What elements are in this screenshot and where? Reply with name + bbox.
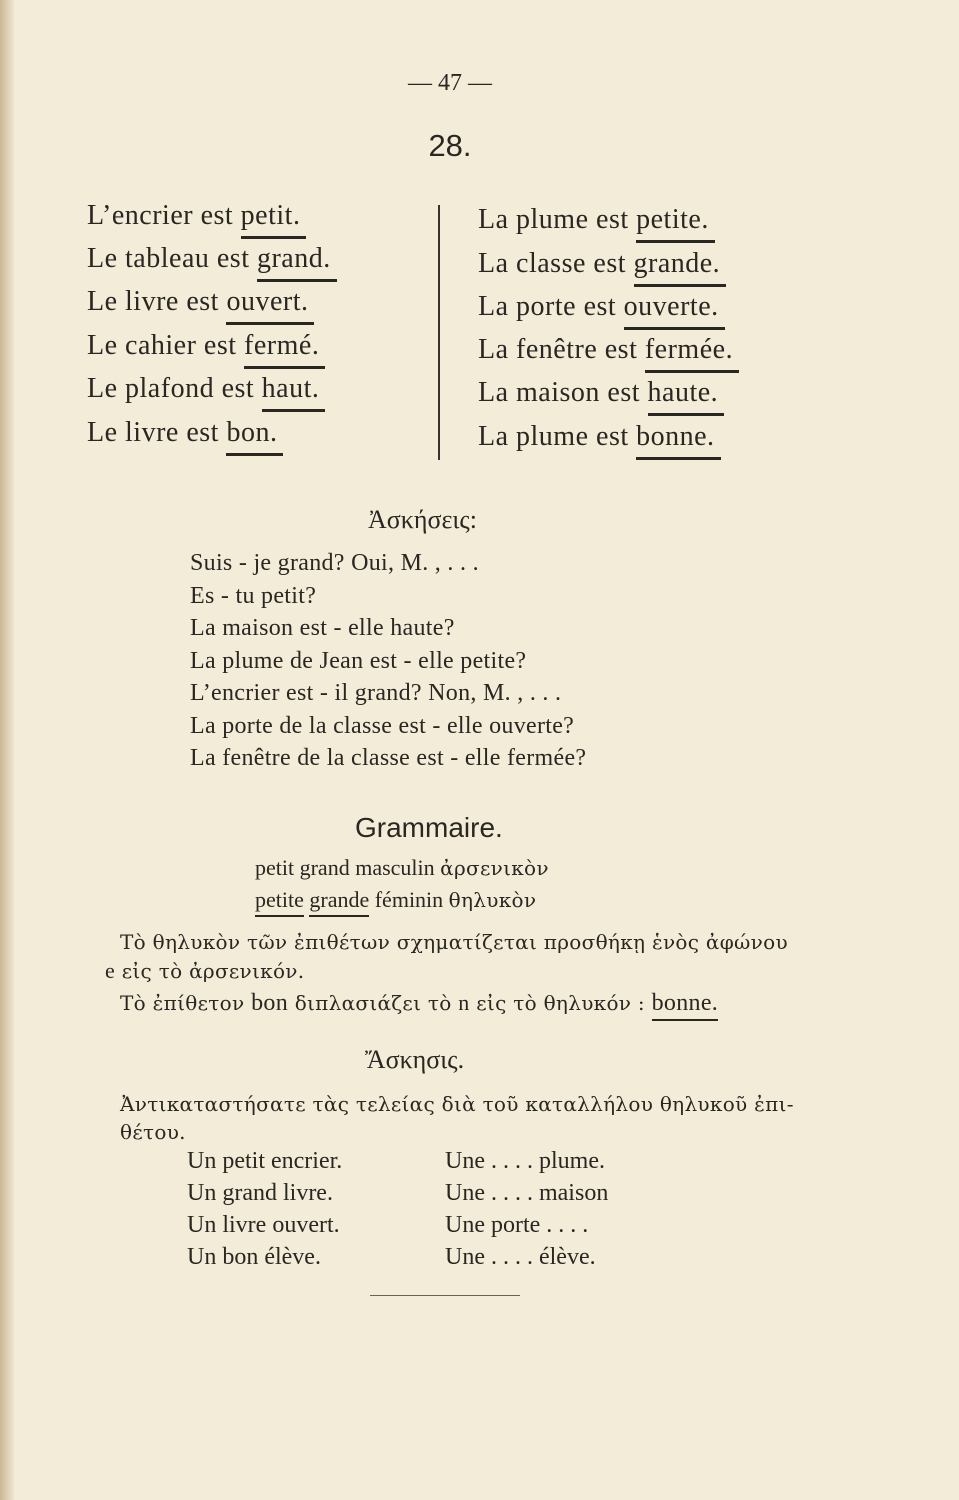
exercise2-left-item: Un bon élève. (187, 1244, 321, 1270)
adjective: fermé. (244, 330, 320, 361)
masc-line-3: Le livre est ouvert. (87, 286, 309, 317)
exercise-line: La porte de la classe est - elle ouverte? (190, 713, 575, 739)
fem-line-1: La plume est petite. (478, 204, 709, 235)
fem-line-2: La classe est grande. (478, 248, 721, 279)
adjective: ouverte. (623, 291, 719, 322)
adjective: bonne. (636, 421, 715, 452)
exercise-line: La fenêtre de la classe est - elle fermée? (190, 745, 587, 771)
lesson-number: 28. (428, 128, 472, 163)
fem-line-5: La maison est haute. (478, 377, 719, 408)
adjective: grand. (256, 243, 331, 274)
exercise-line: L’encrier est - il grand? Non, M. , . . . (190, 680, 562, 706)
exercise2-left-item: Un grand livre. (187, 1180, 333, 1206)
masc-line-6: Le livre est bon. (87, 417, 278, 448)
masc-line-4: Le cahier est fermé. (87, 330, 320, 361)
exercise-line: Es - tu petit? (190, 583, 317, 609)
adjective: petit. (240, 200, 301, 231)
adjective: fermée. (644, 334, 734, 365)
adjective: ouvert. (226, 286, 309, 317)
adjective: grande. (633, 248, 721, 279)
exercise-line: La maison est - elle haute? (190, 615, 455, 641)
exercises-heading: Ἀσκήσεις: (368, 505, 477, 534)
exercise2-instruction: Ἀντικαταστήσατε τὰς τελείας διὰ τοῦ καταλλήλου θηλυκοῦ ἐπι- (120, 1092, 794, 1116)
adjective: petite. (636, 204, 709, 235)
exercise2-left-item: Un petit encrier. (187, 1148, 343, 1174)
exercise-line: La plume de Jean est - elle petite? (190, 648, 527, 674)
column-divider (438, 205, 440, 460)
page-number: — 47 — (408, 70, 492, 96)
exercise2-right-item: Une . . . . plume. (445, 1148, 605, 1174)
exercise2-right-item: Une porte . . . . (445, 1212, 589, 1238)
masc-line-1: L’encrier est petit. (87, 200, 301, 231)
rule2-line: Τὸ ἐπίθετον bon διπλασιάζει τὸ n εἰς τὸ θηλυκόν : bonne. (120, 990, 719, 1016)
grammar-row-feminine: petite grande féminin θηλυκὸν (255, 887, 537, 912)
bottom-rule (370, 1295, 520, 1296)
fem-line-4: La fenêtre est fermée. (478, 334, 734, 365)
fem-line-3: La porte est ouverte. (478, 291, 719, 322)
rule-line-2: e εἰς τὸ ἀρσενικόν. (105, 958, 305, 983)
exercise2-right-item: Une . . . . élève. (445, 1244, 596, 1270)
exercise-line: Suis - je grand? Oui, M. , . . . (190, 550, 479, 576)
masc-line-2: Le tableau est grand. (87, 243, 331, 274)
page-edge (0, 0, 14, 1500)
exercise2-left-item: Un livre ouvert. (187, 1212, 340, 1238)
grammar-row-masculine: petit grand masculin ἀρσενικὸν (255, 855, 549, 880)
masc-line-5: Le plafond est haut. (87, 373, 320, 404)
exercise2-heading: Ἄσκησις. (365, 1045, 465, 1074)
grammar-title: Grammaire. (355, 812, 503, 843)
exercise2-right-item: Une . . . . maison (445, 1180, 609, 1206)
exercise2-instruction-cont: θέτου. (120, 1120, 186, 1144)
adjective: bon. (226, 417, 278, 448)
rule-line-1: Τὸ θηλυκὸν τῶν ἐπιθέτων σχηματίζεται προσθήκῃ ἑνὸς ἀφώνου (120, 930, 788, 954)
adjective: haut. (261, 373, 320, 404)
adjective: haute. (647, 377, 719, 408)
fem-line-6: La plume est bonne. (478, 421, 715, 452)
